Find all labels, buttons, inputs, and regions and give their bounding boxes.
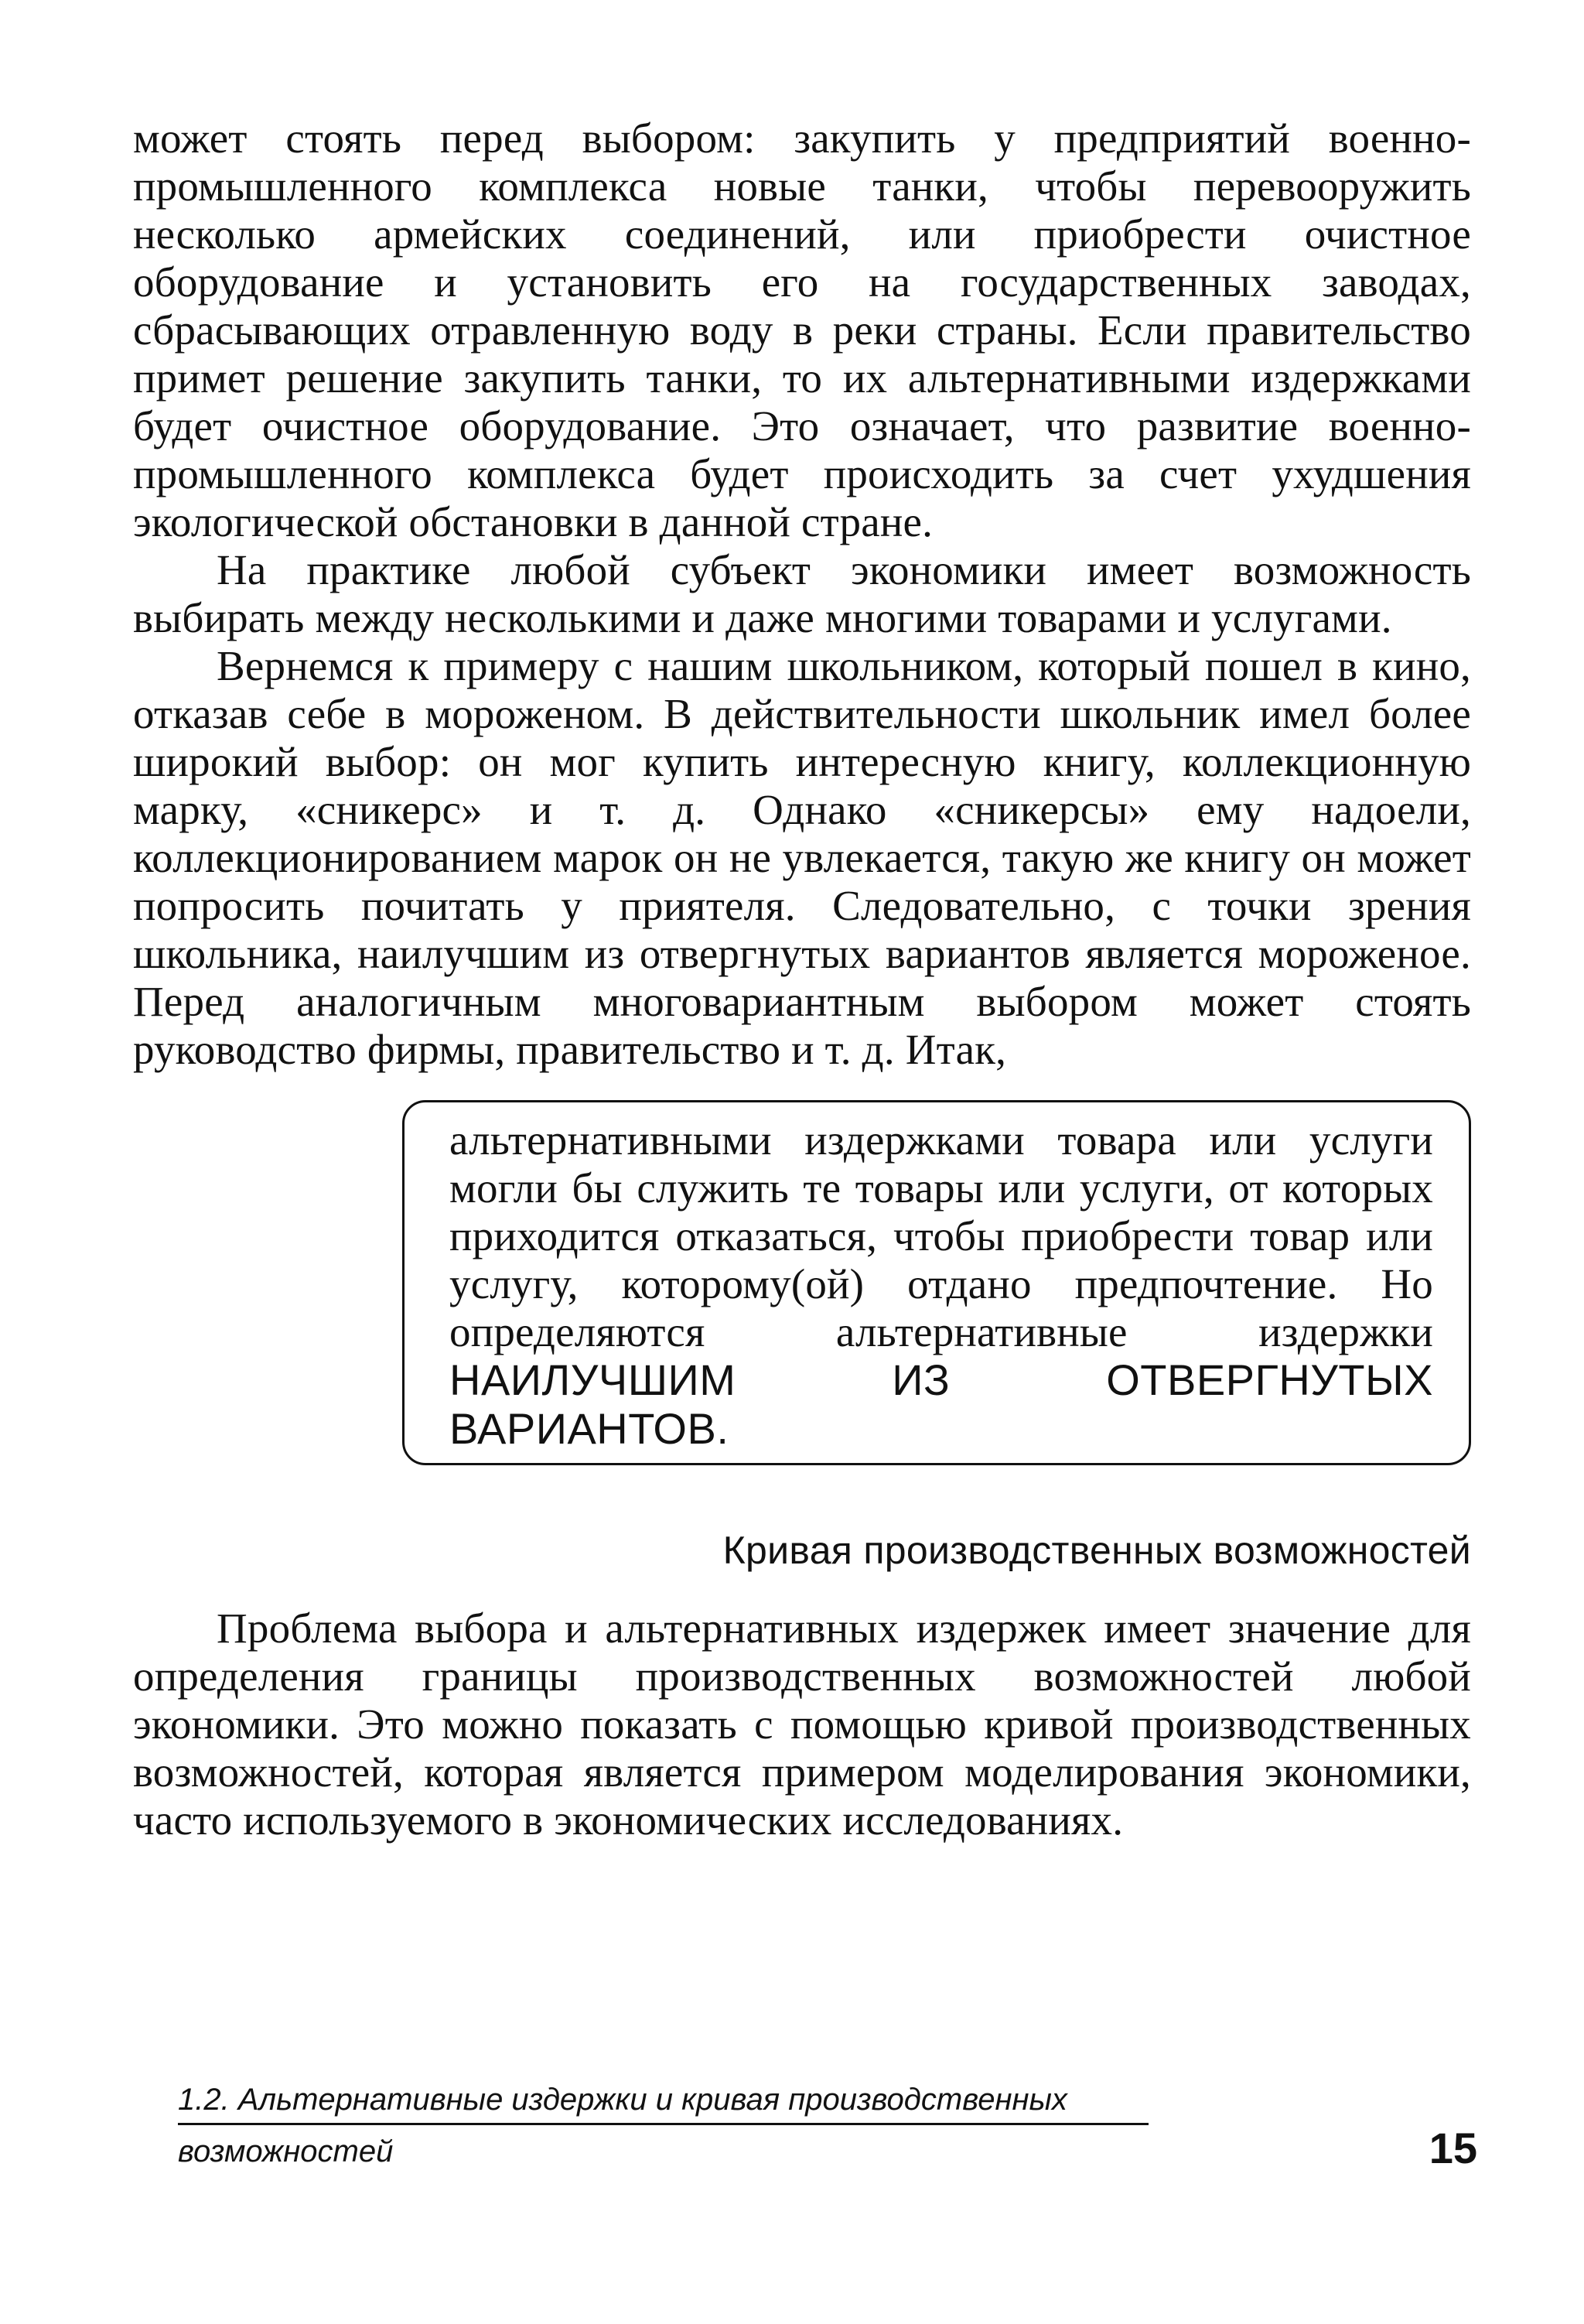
- definition-box-wrapper: [133, 1100, 1471, 1465]
- section-heading: Кривая производственных возможностей: [722, 1529, 1471, 1572]
- definition-body: альтернативными издержками товара или услуги могли бы служить те товары или услуги, от которых приходится отказаться, чтобы приобрести товар или услугу, которому(ой) отдано предпочтение. Но определяются альтернативные издержки: [449, 1116, 1433, 1355]
- paragraph-3: Вернемся к примеру с нашим школьником, который пошел в кино, отказав себе в мороженом. В действительности школьник имел более широкий выбор: он мог купить интересную книгу, коллекционную марку, «сникерс» и т. д. Однако «сникерсы» ему надоели, коллекционированием марок он не увлекается, такую же книгу он может попросить почитать у приятеля. Следовательно, с точки зрения школьника, наилучшим из отвергнутых вариантов является мороженое. Перед аналогичным многовариантным выбором может стоять руководство фирмы, правительство и т. д. Итак,: [133, 642, 1471, 1073]
- running-title-line-2: возможностей: [178, 2134, 394, 2168]
- paragraph-1: может стоять перед выбором: закупить у предприятий военно-промышленного комплекса новые танки, чтобы перевооружить несколько армейских соединений, или приобрести очистное оборудование и установить его на государственных заводах, сбрасывающих отравленную воду в реки страны. Если правительство примет решение закупить танки, то их альтернативными издержками будет очистное оборудование. Это означает, что развитие военно-промышленного комплекса будет происходить за счет ухудшения экологической обстановки в данной стране.: [133, 114, 1471, 545]
- footer-row: [178, 2124, 1477, 2172]
- running-title-line-1: 1.2. Альтернативные издержки и кривая производственных: [178, 2083, 1067, 2117]
- definition-text: [449, 1116, 1433, 1454]
- section-paragraph: Проблема выбора и альтернативных издержек имеет значение для определения границы производственных возможностей любой экономики. Это можно показать с помощью кривой производственных возможностей, которая является примером моделирования экономики, часто используемого в экономических исследованиях.: [133, 1605, 1471, 1844]
- footer-rule: [178, 2123, 1149, 2125]
- definition-emphasis: НАИЛУЧШИМ ИЗ ОТВЕРГНУТЫХ ВАРИАНТОВ.: [449, 1355, 1433, 1453]
- paragraph-2: На практике любой субъект экономики имеет возможность выбирать между несколькими и даже многими товарами и услугами.: [133, 546, 1471, 641]
- definition-box: [402, 1100, 1471, 1465]
- page-number: 15: [1429, 2124, 1477, 2172]
- running-footer: [178, 2081, 1477, 2170]
- page-body: [133, 114, 1471, 1844]
